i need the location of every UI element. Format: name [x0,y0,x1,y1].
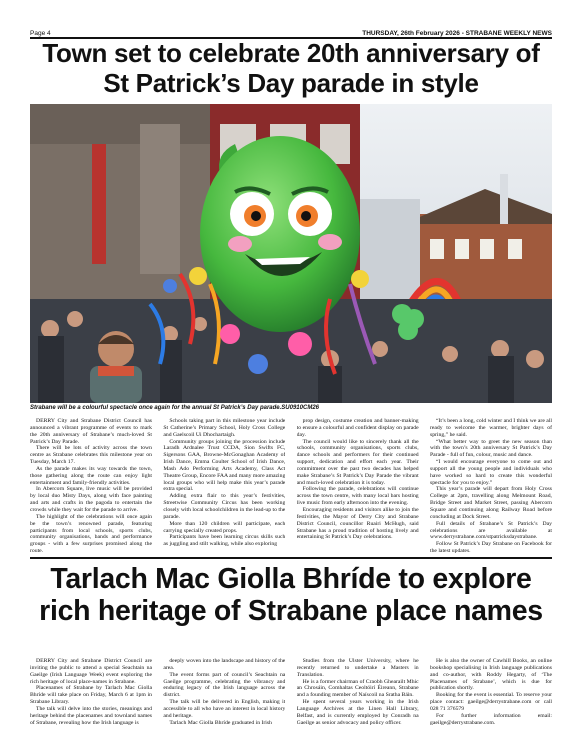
paragraph: As the parade makes its way towards the town, those gathering along the route can enjoy light entertainment and family-friendly activities. [30,465,152,486]
paragraph: For further information email: gaeilge@derrystrabane.com. [429,712,552,726]
paragraph: He is also the owner of Cawhill Books, an online bookshop specialising in Irish language publications and co-author, with Roddy Hegarty, of ‘The Placenames of Strabane’, which is due for publication shortly. [429,658,552,692]
headline-parade: Town set to celebrate 20th anniversary of St Patrick’s Day parade in style [42,38,540,98]
paragraph: The council would like to sincerely thank all the schools, community organisations, sports clubs, dance schools and performers for their continued support, dedication and effort each year. Their commitment over the past two decades has helped make Strabane’s St Patrick’s Day Parade the vibrant and much-loved celebration it is today. [296,438,419,486]
paragraph: Participants have been learning circus skills such as juggling and stilt walking, while also exploring [163,534,286,548]
paragraph: Community groups joining the procession include Laradh Ardnalee Trust CCDA, Sion Swifts FC, Sigersons GAA, Browne-McGonaghan Academy of Irish Dance, Emma Coulter School of Irish Dance, Mash Ado Performing Arts Academy, Class Act Theatre Group, Encore FAA and many more amazing local groups who will help make this year’s parade extra special. [163,438,286,493]
paragraph: In Abercorn Square, live music will be provided by local duo Misty Days, along with face painting and arts and crafts in the pagoda to entertain the crowds while they wait for the parade to arrive. [30,486,152,513]
paragraph: prop design, costume creation and banner-making to ensure a colourful and confident display on parade day. [296,418,419,438]
paragraph: Schools taking part in this milestone year include St Catherine’s Primary School, Holy Cross College and Gaelscoil Ui Dhochartaigh. [163,418,286,438]
page-header [30,25,552,37]
paragraph: Tarlach Mac Giolla Bhríde graduated in Irish [169,719,272,726]
column [297,658,419,733]
paragraph: “I would encourage everyone to come out and support all the young people and individuals who have worked so hard to create this wonderful spectacle for you to enjoy.” [429,459,552,486]
photo-caption: Strabane will be a colourful spectacle once again for the annual St Patrick’s Day parade.SU0910CM26 [30,405,319,411]
paragraph: Following the parade, celebrations will continue across the town centre, with many local bars hosting live music from early afternoon into the evening. [296,486,419,507]
paragraph: There will be lots of activity across the town centre as Strabane celebrates this milestone year on Tuesday, March 17. [30,445,152,466]
column [30,418,152,554]
paragraph: Full details of Strabane’s St Patrick’s Day celebrations are available at www.derrystrabane.com/stpatricksdaystrabane. [429,520,552,541]
paragraph: Studies from the Ulster University, where he recently returned to undertake a Masters in Translation. [296,658,419,678]
paragraph: DERRY City and Strabane District Council has announced a vibrant programme of events to mark the 20th anniversary of Strabane’s much-loved St Patrick’s Day Parade. [30,418,152,445]
headline-placenames: Tarlach Mac Giolla Bhríde to explore rich heritage of Strabane place names [39,563,543,627]
paragraph: Booking for the event is essential. To reserve your place contact: gaeilge@derrystrabane.com or call 028 71 376579 [429,692,552,712]
column [163,418,285,554]
paragraph: “It’s been a long, cold winter and I think we are all ready to welcome the warmer, brighter days of spring,” he said. [429,418,552,438]
page-number: Page 4 [30,30,51,37]
paragraph: DERRY City and Strabane District Council are inviting the public to attend a special Seachtain na Gaeilge (Irish Language Week) event exploring the rich heritage of local place-names in Strabane. [30,658,152,685]
paragraph: Follow St Patrick’s Day Strabane on Facebook for the latest updates. [429,541,552,554]
paragraph: “What better way to greet the new season than with the town’s 20th anniversary St Patrick’s Day Parade - full of fun, colour, music and dance. [429,438,552,459]
paragraph: The event forms part of council’s Seachtain na Gaeilge programme, celebrating the vibrancy and enduring legacy of the Irish language across the district. [163,671,286,699]
parade-photo [30,104,552,403]
paragraph: The highlight of the celebrations will once again be the town’s renowned parade, featuring participants from local schools, sports clubs, community organisations, bands and performance groups - with a few surprises promised along the route. [30,513,152,554]
paragraph: Encouraging residents and visitors alike to join the festivities, the Mayor of Derry City and Strabane District Council, councillor Ruairi McHugh, said Strabane has a proud tradition of hosting lively and entertaining St Patrick’s Day celebrations. [296,506,419,541]
column [30,658,152,733]
paragraph: The talk will be delivered in English, making it accessible to all who have an interest in local history and heritage. [163,699,286,719]
paragraph: Placenames of Strabane by Tarlach Mac Giolla Bhríde will take place on Friday, March 6 at 1pm in Strabane Library. [30,685,152,706]
paragraph: More than 120 children will participate, each carrying specially created props. [163,520,286,534]
section-rule [30,557,552,559]
column [430,658,552,733]
paragraph: This year’s parade will depart from Holy Cross College at 2pm, travelling along Melmount Road, Bridge Street and Market Street, passing Abercorn Square and continuing along Railway Road before concluding at Dock Street. [429,486,552,520]
paragraph: The talk will delve into the stories, meanings and heritage behind the placenames and townland names of Strabane, revealing how the Irish language is [30,705,152,726]
column [163,658,285,733]
paragraph: deeply woven into the landscape and history of the area. [163,658,286,671]
paragraph: Adding extra flair to this year’s festivities, Streetwise Community Circus has been working closely with local schoolchildren in the lead-up to the parade. [163,493,286,520]
article-placenames-body [30,658,552,733]
paragraph: He spent several years working in the Irish Language Archives at the Linen Hall Library, Belfast, and is currently employed by Conradh na Gaeilge as senior advocacy and policy officer. [296,699,419,726]
dateline: THURSDAY, 26th February 2026 - STRABANE WEEKLY NEWS [362,30,552,37]
paragraph: He is a former chairman of Craobh Ghearailt Mhic an Chrosáin, Comhaltas Ceoltóirí Éireann, Strabane and a founding member of Naíscoil na Sratha Báin. [296,678,419,699]
article-parade-body [30,418,552,554]
column [297,418,419,554]
column [430,418,552,554]
